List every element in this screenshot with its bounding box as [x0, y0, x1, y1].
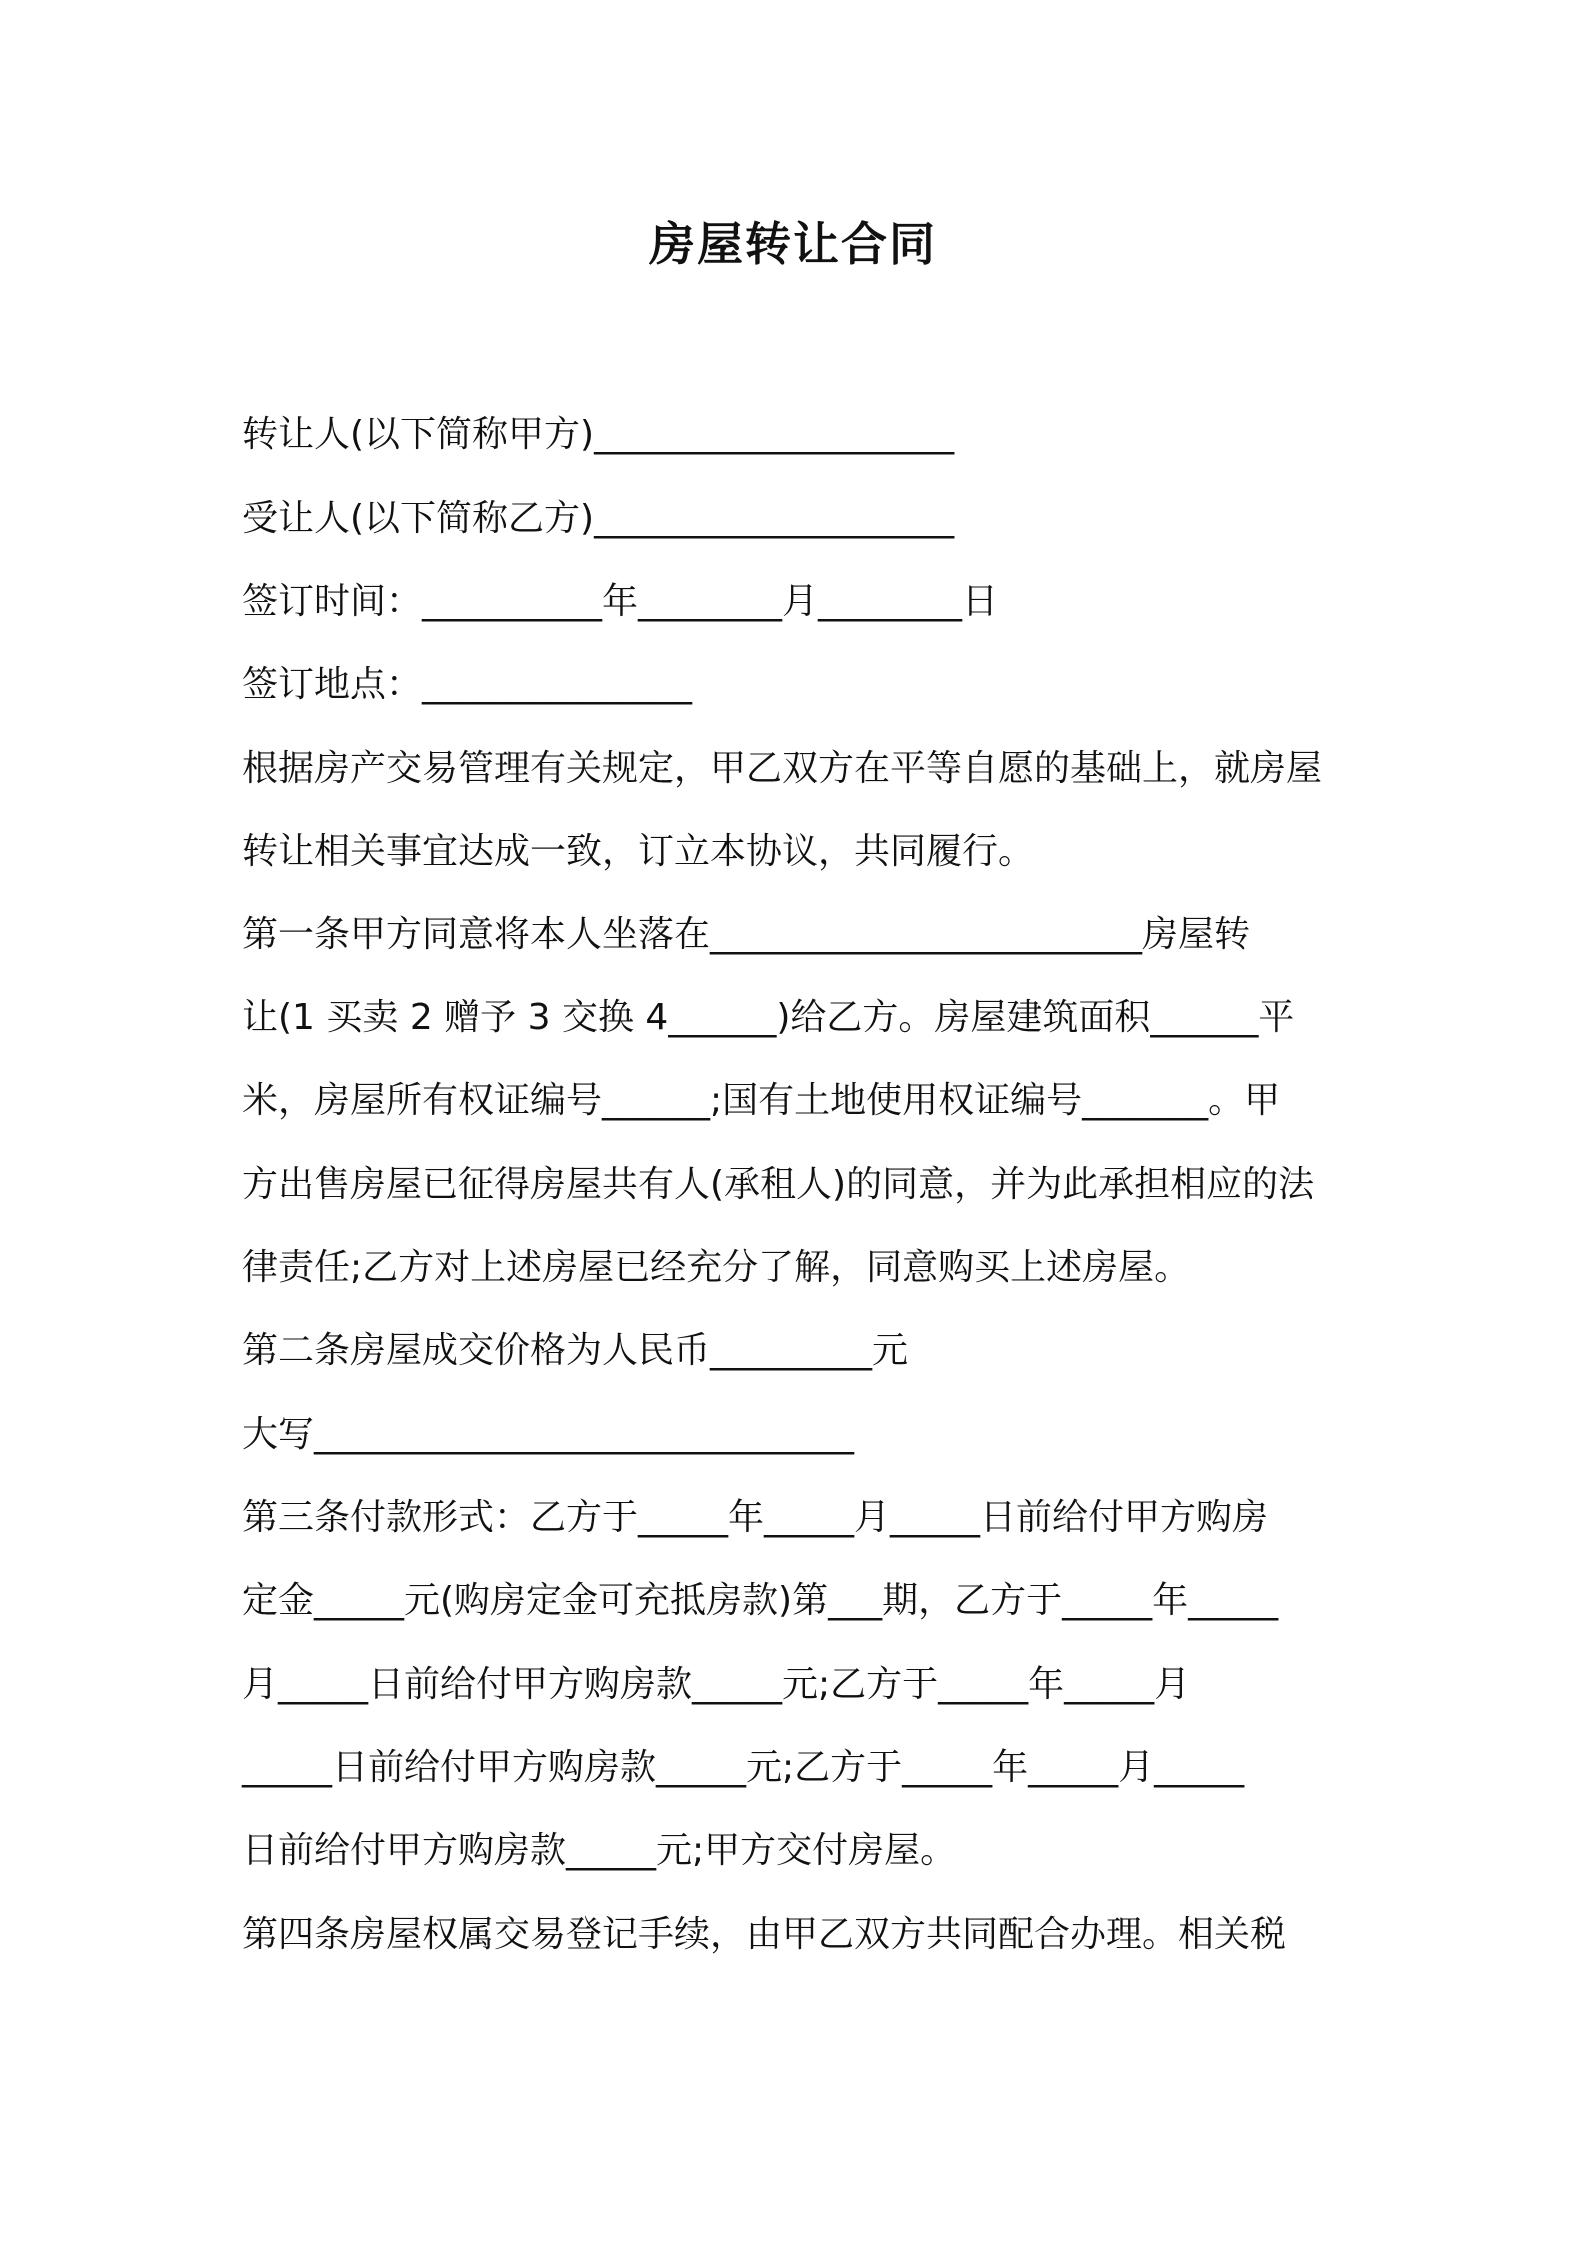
signing-date-line: 签订时间：__________年________月________日: [242, 581, 999, 622]
signing-place-line: 签订地点：_______________: [242, 664, 693, 705]
article-4-line-1: 第四条房屋权属交易登记手续，由甲乙双方共同配合办理。相关税: [242, 1914, 1287, 1955]
article-3-line-1: 第三条付款形式：乙方于_____年_____月_____日前给付甲方购房: [242, 1497, 1269, 1538]
article-2-line-1: 第二条房屋成交价格为人民币_________元: [242, 1330, 909, 1371]
article-3-line-4: _____日前给付甲方购房款_____元;乙方于_____年_____月_____: [242, 1747, 1245, 1788]
article-3-line-5: 日前给付甲方购房款_____元;甲方交付房屋。: [242, 1830, 957, 1871]
article-3-line-3: 月_____日前给付甲方购房款_____元;乙方于_____年_____月: [242, 1664, 1191, 1705]
article-3-line-2: 定金_____元(购房定金可充抵房款)第___期，乙方于_____年_____: [242, 1580, 1279, 1621]
preamble-line-2: 转让相关事宜达成一致，订立本协议，共同履行。: [242, 831, 1035, 872]
transferor-line: 转让人(以下简称甲方)____________________: [242, 414, 955, 455]
document-title: 房屋转让合同: [649, 217, 937, 271]
article-1-line-1: 第一条甲方同意将本人坐落在________________________房屋转: [242, 914, 1251, 955]
article-1-line-2: 让(1 买卖 2 赠予 3 交换 4______)给乙方。房屋建筑面积______平: [242, 997, 1295, 1038]
transferee-line: 受让人(以下简称乙方)____________________: [242, 498, 955, 539]
preamble-line-1: 根据房产交易管理有关规定，甲乙双方在平等自愿的基础上，就房屋: [242, 748, 1323, 789]
article-1-line-5: 律责任;乙方对上述房屋已经充分了解，同意购买上述房屋。: [242, 1247, 1191, 1288]
article-1-line-3: 米，房屋所有权证编号______;国有土地使用权证编号_______。甲: [242, 1080, 1281, 1121]
article-1-line-4: 方出售房屋已征得房屋共有人(承租人)的同意，并为此承担相应的法: [242, 1164, 1315, 1205]
article-2-line-2: 大写______________________________: [242, 1414, 854, 1455]
